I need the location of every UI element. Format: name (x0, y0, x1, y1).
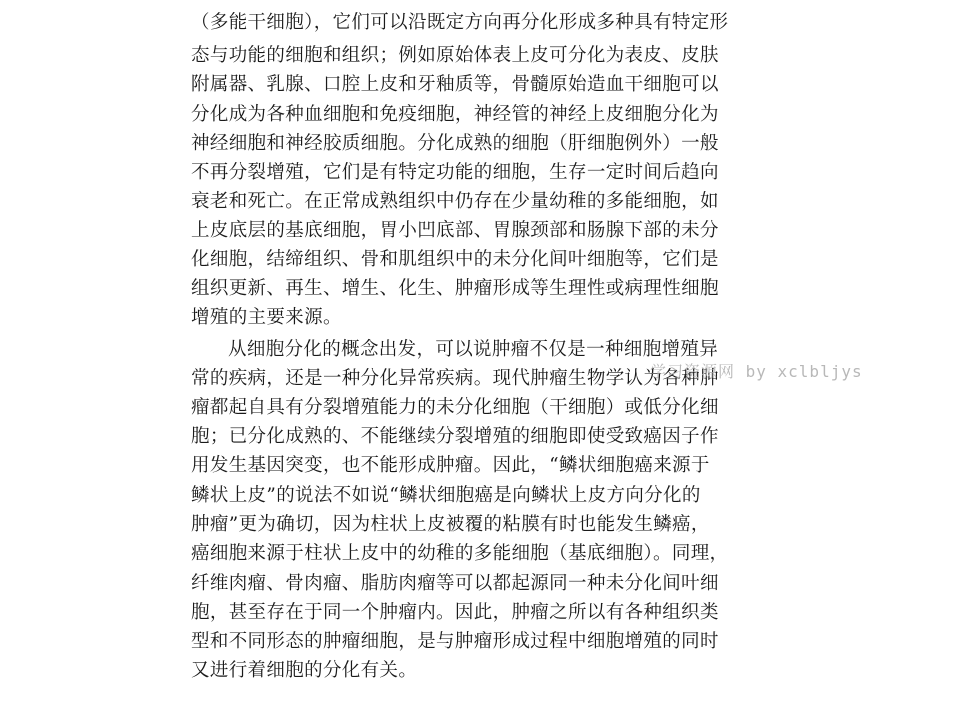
text-line: 附属器、乳腺、口腔上皮和牙釉质等，骨髓原始造血干细胞可以 (191, 74, 719, 95)
text-line-indented: 从细胞分化的概念出发，可以说肿瘤不仅是一种细胞增殖异 (228, 339, 719, 360)
text-line: 型和不同形态的肿瘤细胞，是与肿瘤形成过程中细胞增殖的同时 (191, 631, 719, 652)
document-page (191, 8, 731, 708)
text-line: 鳞状上皮”的说法不如说“鳞状细胞癌是向鳞状上皮方向分化的 (191, 485, 701, 506)
text-line: 衰老和死亡。在正常成熟组织中仍存在少量幼稚的多能细胞，如 (191, 191, 719, 212)
text-line: 常的疾病，还是一种分化异常疾病。现代肿瘤生物学认为各种肿 (191, 368, 719, 389)
text-line: 分化成为各种血细胞和免疫细胞，神经管的神经上皮细胞分化为 (191, 104, 719, 125)
text-line: 组织更新、再生、增生、化生、肿瘤形成等生理性或病理性细胞 (191, 278, 719, 299)
watermark-text: 学习资源网 by xclbljys (650, 362, 863, 381)
text-line: 胞，甚至存在于同一个肿瘤内。因此，肿瘤之所以有各种组织类 (191, 602, 719, 623)
text-line: 纤维肉瘤、骨肉瘤、脂肪肉瘤等可以都起源同一种未分化间叶细 (191, 573, 719, 594)
text-line: 瘤都起自具有分裂增殖能力的未分化细胞（干细胞）或低分化细 (191, 397, 719, 418)
text-line: 化细胞，结缔组织、骨和肌组织中的未分化间叶细胞等，它们是 (191, 249, 719, 270)
text-line: 态与功能的细胞和组织；例如原始体表上皮可分化为表皮、皮肤 (191, 45, 719, 66)
text-line: 肿瘤”更为确切，因为柱状上皮被覆的粘膜有时也能发生鳞癌， (191, 514, 710, 535)
text-line: 用发生基因突变，也不能形成肿瘤。因此，“鳞状细胞癌来源于 (191, 455, 710, 476)
text-line: 癌细胞来源于柱状上皮中的幼稚的多能细胞（基底细胞）。同理， (191, 543, 729, 564)
text-line: 神经细胞和神经胶质细胞。分化成熟的细胞（肝细胞例外）一般 (191, 133, 719, 154)
text-line: 又进行着细胞的分化有关。 (191, 660, 418, 681)
text-line: 胞；已分化成熟的、不能继续分裂增殖的细胞即使受致癌因子作 (191, 426, 719, 447)
text-line: 不再分裂增殖，它们是有特定功能的细胞，生存一定时间后趋向 (191, 162, 719, 183)
text-line: 增殖的主要来源。 (191, 307, 342, 328)
text-line: （多能干细胞），它们可以沿既定方向再分化形成多种具有特定形 (191, 12, 729, 33)
text-line: 上皮底层的基底细胞，胃小凹底部、胃腺颈部和肠腺下部的未分 (191, 220, 719, 241)
